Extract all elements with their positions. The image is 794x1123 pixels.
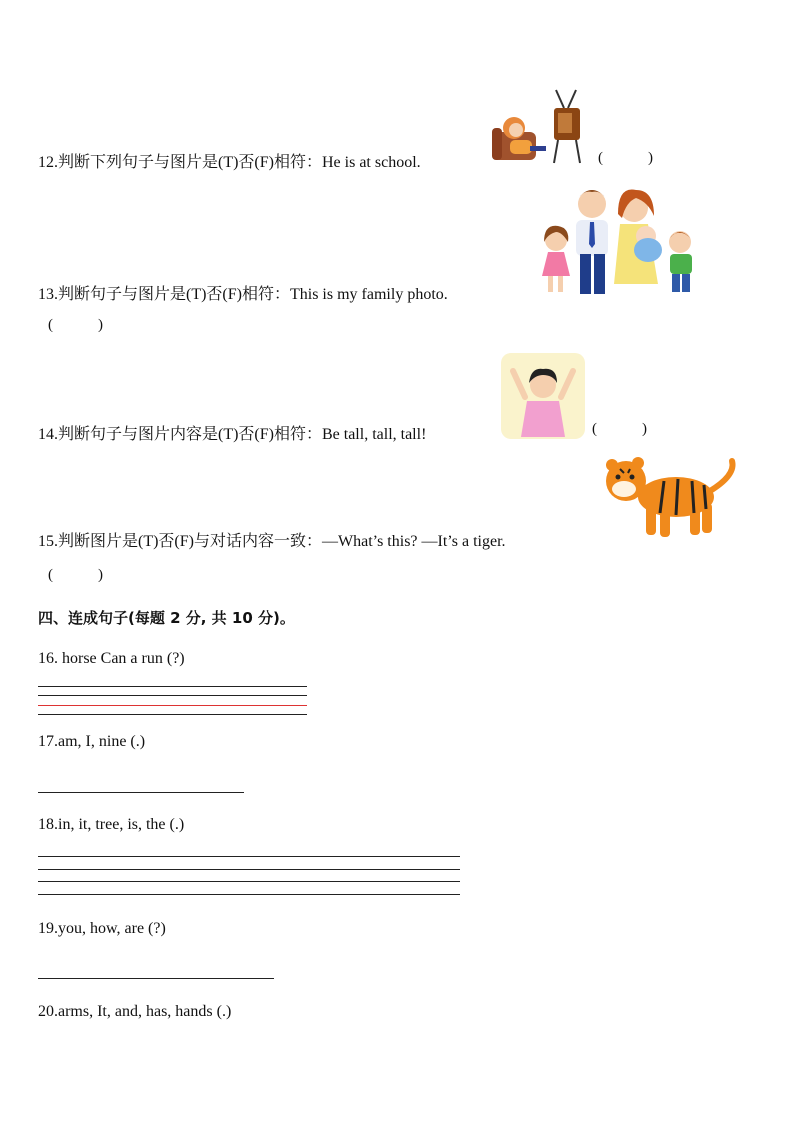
question-12-text: 12.判断下列句子与图片是(T)否(F)相符：He is at school. (38, 154, 421, 171)
answer-line (38, 856, 460, 857)
answer-line (38, 686, 307, 687)
question-17-text: 17.am, I, nine (.) (38, 733, 146, 750)
question-15-text: 15.判断图片是(T)否(F)与对话内容一致：—What’s this? —It’s a tiger. (38, 533, 506, 550)
answer-line (38, 869, 460, 870)
question-16-text: 16. horse Can a run (?) (38, 650, 185, 667)
answer-line (38, 695, 307, 696)
answer-paren-14[interactable]: ( ) (592, 421, 647, 437)
question-13-text: 13.判断句子与图片是(T)否(F)相符：This is my family photo. (38, 286, 448, 303)
section-4-heading: 四、连成句子(每题 2 分, 共 10 分)。 (38, 609, 295, 627)
question-20-text: 20.arms, It, and, has, hands (.) (38, 1003, 232, 1020)
answer-line (38, 714, 307, 715)
girl-arms-raised-image (501, 353, 585, 439)
answer-line (38, 881, 460, 882)
answer-line (38, 894, 460, 895)
answer-line[interactable] (38, 792, 244, 793)
answer-paren-15[interactable]: ( ) (48, 567, 103, 583)
family-photo-image (534, 184, 714, 296)
answer-line[interactable] (38, 978, 274, 979)
child-watching-tv-image (492, 88, 588, 166)
answer-paren-12[interactable]: ( ) (598, 150, 653, 166)
question-19-text: 19.you, how, are (?) (38, 920, 166, 937)
answer-paren-13[interactable]: ( ) (48, 317, 103, 333)
question-14-text: 14.判断句子与图片内容是(T)否(F)相符：Be tall, tall, tall! (38, 426, 427, 443)
question-18-text: 18.in, it, tree, is, the (.) (38, 816, 185, 833)
tiger-image (600, 455, 740, 541)
answer-line-red (38, 705, 307, 706)
